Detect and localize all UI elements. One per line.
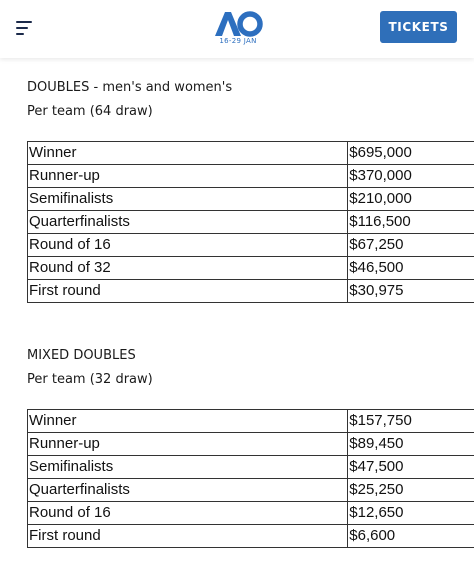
site-header: [0, 0, 474, 58]
prize-cell: $370,000: [348, 165, 474, 188]
doubles-section-title: DOUBLES - men's and women's: [27, 80, 233, 95]
table-row: [28, 525, 474, 548]
prize-cell: $46,500: [348, 257, 474, 280]
mixed-doubles-section-subtitle: Per team (32 draw): [27, 372, 153, 387]
round-cell: Winner: [28, 410, 348, 433]
prize-cell: $67,250: [348, 234, 474, 257]
round-cell: Runner-up: [28, 433, 348, 456]
tickets-button[interactable]: TICKETS: [380, 11, 457, 43]
prize-cell: $157,750: [348, 410, 474, 433]
prize-cell: $695,000: [348, 142, 474, 165]
round-cell: Semifinalists: [28, 188, 348, 211]
mixed-doubles-section-title: MIXED DOUBLES: [27, 348, 136, 363]
doubles-prize-table: [27, 141, 474, 303]
table-row: [28, 211, 474, 234]
ao-logo[interactable]: [212, 9, 264, 49]
table-row: [28, 142, 474, 165]
table-row: [28, 280, 474, 303]
round-cell: First round: [28, 525, 348, 548]
tournament-dates: 16-29 JAN: [219, 37, 257, 45]
round-cell: Runner-up: [28, 165, 348, 188]
ao-logo-icon: [212, 9, 264, 37]
prize-cell: $25,250: [348, 479, 474, 502]
prize-cell: $47,500: [348, 456, 474, 479]
table-row: [28, 165, 474, 188]
round-cell: Winner: [28, 142, 348, 165]
table-row: [28, 456, 474, 479]
round-cell: Round of 32: [28, 257, 348, 280]
table-row: [28, 502, 474, 525]
prize-cell: $12,650: [348, 502, 474, 525]
round-cell: Quarterfinalists: [28, 211, 348, 234]
round-cell: Quarterfinalists: [28, 479, 348, 502]
round-cell: First round: [28, 280, 348, 303]
hamburger-menu-icon[interactable]: [16, 21, 32, 35]
table-row: [28, 257, 474, 280]
round-cell: Semifinalists: [28, 456, 348, 479]
table-row: [28, 234, 474, 257]
prize-cell: $116,500: [348, 211, 474, 234]
round-cell: Round of 16: [28, 502, 348, 525]
table-row: [28, 188, 474, 211]
table-row: [28, 433, 474, 456]
table-row: [28, 479, 474, 502]
doubles-section-subtitle: Per team (64 draw): [27, 104, 153, 119]
round-cell: Round of 16: [28, 234, 348, 257]
prize-cell: $30,975: [348, 280, 474, 303]
table-row: [28, 410, 474, 433]
prize-cell: $6,600: [348, 525, 474, 548]
prize-cell: $89,450: [348, 433, 474, 456]
mixed-doubles-prize-table: [27, 409, 474, 548]
prize-cell: $210,000: [348, 188, 474, 211]
